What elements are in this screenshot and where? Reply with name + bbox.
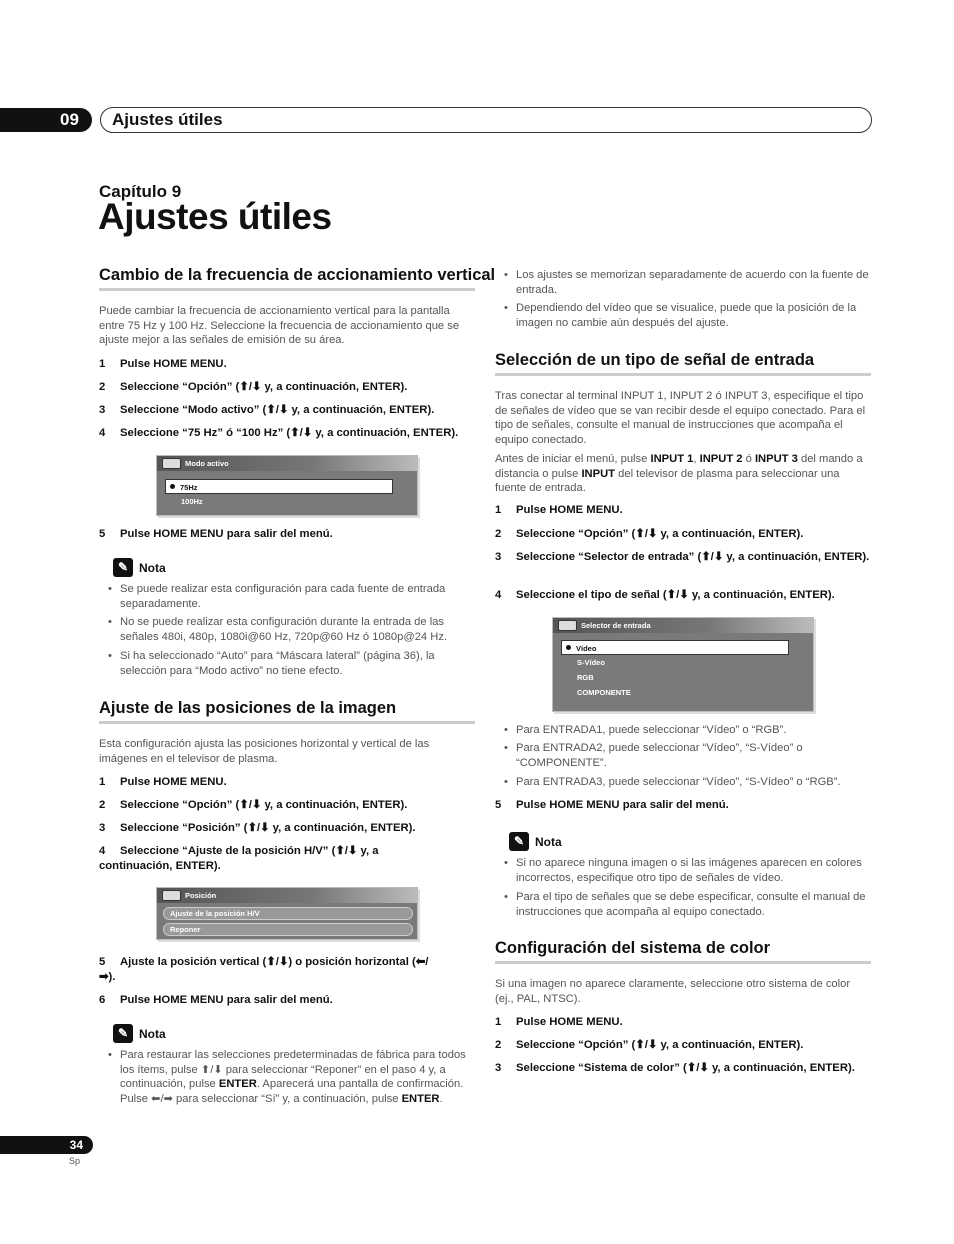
paragraph: Tras conectar al terminal INPUT 1, INPUT 2 ó INPUT 3, especifique el tipo de señales de vídeo que se van recibir desde el equipo conectado. Para el tipo de señales, consulte el manual de instrucciones que acompaña el equipo conectado.	[495, 390, 866, 446]
step-text: Pulse HOME MENU.	[120, 358, 227, 370]
osd-item-selected: 75Hz	[165, 479, 393, 494]
step-text: Seleccione “Opción” (⬆/⬇ y, a continuación, ENTER).	[120, 799, 408, 811]
step	[99, 380, 475, 395]
tv-icon	[558, 620, 577, 631]
step	[99, 403, 475, 418]
step	[99, 955, 444, 985]
osd-item: COMPONENTE	[577, 688, 631, 697]
step-text: Seleccione “Selector de entrada” (⬆/⬇ y, a continuación, ENTER).	[516, 551, 870, 563]
step-text: Seleccione “Posición” (⬆/⬇ y, a continuación, ENTER).	[120, 822, 416, 834]
note-bullet: • Se puede realizar esta configuración para cada fuente de entrada separadamente.	[99, 582, 475, 611]
step	[99, 426, 475, 441]
step-text: Pulse HOME MENU para salir del menú.	[516, 799, 729, 811]
step	[99, 821, 475, 836]
note-label: Nota	[535, 834, 562, 849]
bullet: • Para ENTRADA3, puede seleccionar “Vídeo”, “S-Vídeo” o “RGB”.	[495, 775, 871, 790]
section-title-frecuencia: Cambio de la frecuencia de accionamiento vertical	[99, 266, 475, 291]
step	[495, 1015, 871, 1030]
step	[495, 1038, 871, 1053]
chapter-header-title: Ajustes útiles	[100, 107, 872, 133]
step	[495, 503, 871, 518]
osd-modo-activo	[156, 455, 418, 516]
step	[99, 357, 475, 372]
osd-item: Ajuste de la posición H/V	[163, 907, 413, 920]
note-bullet: • No se puede realizar esta configuración durante la entrada de las señales 480i, 480p, 1080i@60 Hz, 720p@60 Hz ó 1080p@24 Hz.	[99, 615, 475, 644]
note-label: Nota	[139, 1026, 166, 1041]
note-bullet: • Para el tipo de señales que se debe especificar, consulte el manual de instrucciones que acompaña al equipo conectado.	[495, 890, 871, 919]
paragraph: Si una imagen no aparece claramente, seleccione otro sistema de color (ej., PAL, NTSC).	[495, 978, 851, 1005]
pencil-icon: ✎	[113, 558, 133, 577]
osd-title: Selector de entrada	[581, 621, 651, 630]
osd-item: 100Hz	[181, 497, 203, 506]
paragraph: Puede cambiar la frecuencia de accionamiento vertical para la pantalla entre 75 Hz y 100 Hz. Seleccione la frecuencia de accionamiento que se ajuste mejor a las señales de emisión de su área.	[99, 305, 460, 347]
section-title-posiciones: Ajuste de las posiciones de la imagen	[99, 699, 475, 724]
step-text: Pulse HOME MENU para salir del menú.	[120, 994, 333, 1006]
note-bullet: • Para restaurar las selecciones predeterminadas de fábrica para todos los ítems, pulse ⬆/⬇ para seleccionar “Reponer” en el paso 4 y, a continuación, pulse ENTER. Aparecerá una pantalla de confirmación. Pulse ⬅/➡ para seleccionar “Sí” y, a continuación, pulse ENTER.	[99, 1048, 475, 1106]
note-heading	[113, 1024, 166, 1043]
bullet: • Para ENTRADA2, puede seleccionar “Vídeo”, “S-Vídeo” o “COMPONENTE”.	[495, 741, 871, 770]
step-number: 1	[99, 358, 106, 370]
step-number: 5	[99, 956, 106, 968]
bullet: • Para ENTRADA1, puede seleccionar “Vídeo” o “RGB”.	[495, 723, 871, 738]
chapter-label: Capítulo 9	[99, 182, 182, 201]
tv-icon	[162, 890, 181, 901]
osd-item: RGB	[577, 673, 594, 682]
section-title-senal: Selección de un tipo de señal de entrada	[495, 351, 871, 376]
step-text: Seleccione “Opción” (⬆/⬇ y, a continuación, ENTER).	[120, 381, 408, 393]
paragraph: Esta configuración ajusta las posiciones horizontal y vertical de las imágenes en el televisor de plasma.	[99, 738, 430, 765]
osd-item: S-Vídeo	[577, 658, 605, 667]
step-number: 4	[495, 589, 502, 601]
language-code: Sp	[69, 1156, 81, 1166]
step-text: Ajuste la posición vertical (⬆/⬇) o posición horizontal (⬅/➡).	[99, 956, 429, 983]
step-text: Seleccione “Opción” (⬆/⬇ y, a continuación, ENTER).	[516, 1039, 804, 1051]
step-number: 2	[99, 381, 106, 393]
step-number: 6	[99, 994, 106, 1006]
page-number: 34	[0, 1136, 93, 1154]
note-heading	[509, 832, 562, 851]
step-text: Pulse HOME MENU.	[516, 504, 623, 516]
step-text: Seleccione “Sistema de color” (⬆/⬇ y, a continuación, ENTER).	[516, 1062, 855, 1074]
osd-selector-entrada	[552, 617, 814, 712]
osd-title: Posición	[185, 891, 217, 900]
step-number: 3	[495, 551, 502, 563]
section-title-color: Configuración del sistema de color	[495, 939, 871, 964]
chapter-number-tab: 09	[0, 108, 92, 132]
step-text: Pulse HOME MENU.	[516, 1016, 623, 1028]
step	[99, 775, 475, 790]
paragraph: Antes de iniciar el menú, pulse INPUT 1, INPUT 2 ó INPUT 3 del mando a distancia o pulse INPUT del televisor de plasma para seleccionar una fuente de entrada.	[495, 453, 863, 495]
step-number: 4	[99, 427, 106, 439]
osd-posicion	[156, 887, 418, 940]
step-number: 2	[99, 799, 106, 811]
step	[495, 798, 871, 813]
step-text: Pulse HOME MENU para salir del menú.	[120, 528, 333, 540]
step	[495, 1061, 871, 1076]
step-number: 5	[99, 528, 106, 540]
step-number: 1	[495, 504, 502, 516]
step-number: 1	[99, 776, 106, 788]
note-bullet: • Si ha seleccionado “Auto” para “Máscara lateral” (página 36), la selección para “Modo activo” no tiene efecto.	[99, 649, 475, 678]
step-text: Seleccione “Modo activo” (⬆/⬇ y, a continuación, ENTER).	[120, 404, 435, 416]
step-number: 3	[495, 1062, 502, 1074]
step	[99, 798, 475, 813]
note-label: Nota	[139, 560, 166, 575]
step-number: 3	[99, 822, 106, 834]
osd-title: Modo activo	[185, 459, 229, 468]
step-text: Pulse HOME MENU.	[120, 776, 227, 788]
step-text: Seleccione “Opción” (⬆/⬇ y, a continuación, ENTER).	[516, 528, 804, 540]
pencil-icon: ✎	[113, 1024, 133, 1043]
osd-item: Reponer	[163, 923, 413, 936]
step	[495, 588, 871, 603]
step	[495, 550, 871, 565]
bullet: • Dependiendo del vídeo que se visualice, puede que la posición de la imagen no cambie aún después del ajuste.	[495, 301, 871, 330]
step-number: 2	[495, 528, 502, 540]
step	[99, 527, 475, 542]
step-number: 2	[495, 1039, 502, 1051]
step	[99, 993, 475, 1008]
step-text: Seleccione el tipo de señal (⬆/⬇ y, a continuación, ENTER).	[516, 589, 835, 601]
step-number: 5	[495, 799, 502, 811]
note-bullet: • Si no aparece ninguna imagen o si las imágenes aparecen en colores incorrectos, especifique otro tipo de señales de vídeo.	[495, 856, 871, 885]
pencil-icon: ✎	[509, 832, 529, 851]
step-number: 4	[99, 845, 106, 857]
note-heading	[113, 558, 166, 577]
step-text: Seleccione “Ajuste de la posición H/V” (⬆/⬇ y, a continuación, ENTER).	[99, 845, 379, 872]
step-text: Seleccione “75 Hz” ó “100 Hz” (⬆/⬇ y, a continuación, ENTER).	[120, 427, 459, 439]
step-number: 3	[99, 404, 106, 416]
step	[495, 527, 871, 542]
page-title: Ajustes útiles	[98, 196, 332, 237]
bullet: • Los ajustes se memorizan separadamente de acuerdo con la fuente de entrada.	[495, 268, 871, 297]
osd-item-selected: Vídeo	[561, 640, 789, 655]
tv-icon	[162, 458, 181, 469]
step	[99, 844, 419, 874]
step-number: 1	[495, 1016, 502, 1028]
